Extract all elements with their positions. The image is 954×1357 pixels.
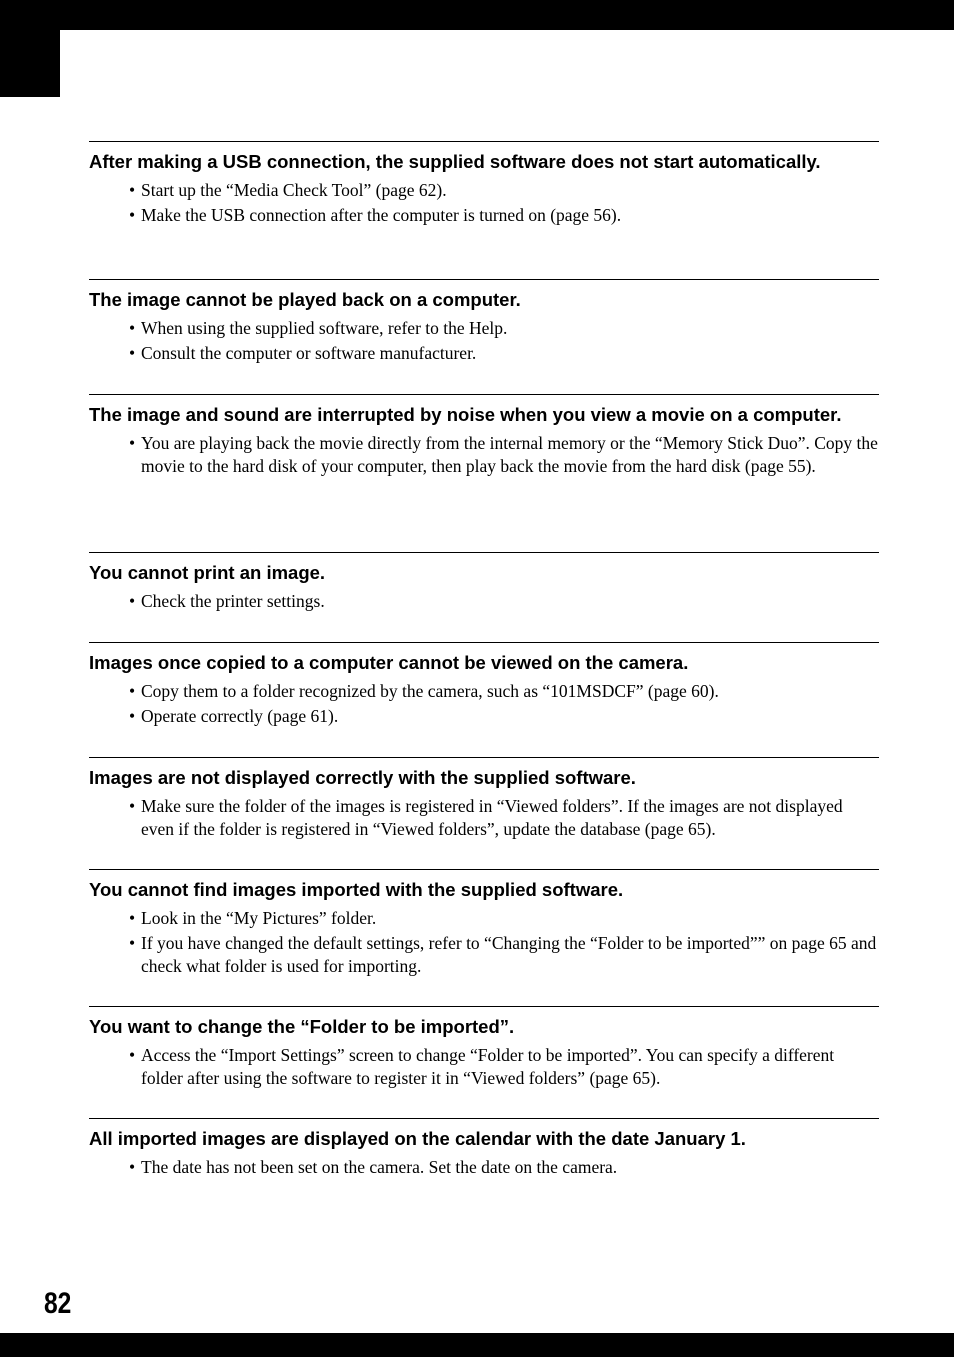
trouble-section-print [89, 552, 879, 615]
trouble-section-find-images [89, 869, 879, 980]
bullet-list [89, 590, 879, 613]
section-heading: After making a USB connection, the supplied software does not start automatically. [89, 151, 821, 172]
bullet-item: • Consult the computer or software manufacturer. [129, 342, 879, 365]
bullet-list [89, 432, 879, 477]
bullet-item: • Copy them to a folder recognized by the camera, such as “101MSDCF” (page 60). [129, 680, 879, 703]
bullet-item: • If you have changed the default settings, refer to “Changing the “Folder to be imported”” on page 65 and check what folder is used for importing. [129, 932, 879, 977]
bullet-list [89, 179, 879, 227]
bullet-item: • Look in the “My Pictures” folder. [129, 907, 879, 930]
section-heading: You cannot find images imported with the supplied software. [89, 879, 624, 900]
trouble-section-playback-computer [89, 279, 879, 367]
section-heading: Images are not displayed correctly with the supplied software. [89, 767, 636, 788]
trouble-section-movie-noise [89, 394, 879, 480]
bullet-list [89, 680, 879, 728]
bullet-list [89, 1044, 879, 1089]
trouble-section-calendar-date [89, 1118, 879, 1181]
bullet-item: • Access the “Import Settings” screen to change “Folder to be imported”. You can specify a different folder after using the software to register it in “Viewed folders” (page 65). [129, 1044, 879, 1089]
bullet-item: • When using the supplied software, refer to the Help. [129, 317, 879, 340]
section-heading: The image cannot be played back on a computer. [89, 289, 521, 310]
bullet-item: • Operate correctly (page 61). [129, 705, 879, 728]
bullet-item: • Make the USB connection after the computer is turned on (page 56). [129, 204, 879, 227]
bullet-item: • Start up the “Media Check Tool” (page 62). [129, 179, 879, 202]
bullet-item: • Check the printer settings. [129, 590, 879, 613]
top-left-tab-marker [0, 0, 60, 97]
trouble-section-copied-images [89, 642, 879, 730]
section-heading: You want to change the “Folder to be imported”. [89, 1016, 515, 1037]
trouble-section-change-folder [89, 1006, 879, 1092]
trouble-section-usb-software [89, 141, 879, 229]
bullet-list [89, 1156, 879, 1179]
trouble-section-display-software [89, 757, 879, 843]
bullet-list [89, 317, 879, 365]
section-heading: You cannot print an image. [89, 562, 326, 583]
bullet-list [89, 907, 879, 977]
bullet-item: • Make sure the folder of the images is registered in “Viewed folders”. If the images are not displayed even if the folder is registered in “Viewed folders”, update the database (page 65). [129, 795, 879, 840]
bullet-list [89, 795, 879, 840]
bullet-item: • You are playing back the movie directly from the internal memory or the “Memory Stick Duo”. Copy the movie to the hard disk of your computer, then play back the movie from the hard disk (page 55). [129, 432, 879, 477]
section-heading: All imported images are displayed on the calendar with the date January 1. [89, 1128, 746, 1149]
bottom-footer-bar [0, 1333, 954, 1357]
section-heading: The image and sound are interrupted by noise when you view a movie on a computer. [89, 404, 842, 425]
page-number: 82 [44, 1287, 72, 1320]
section-heading: Images once copied to a computer cannot be viewed on the camera. [89, 652, 689, 673]
top-header-bar [0, 0, 954, 30]
bullet-item: • The date has not been set on the camera. Set the date on the camera. [129, 1156, 879, 1179]
